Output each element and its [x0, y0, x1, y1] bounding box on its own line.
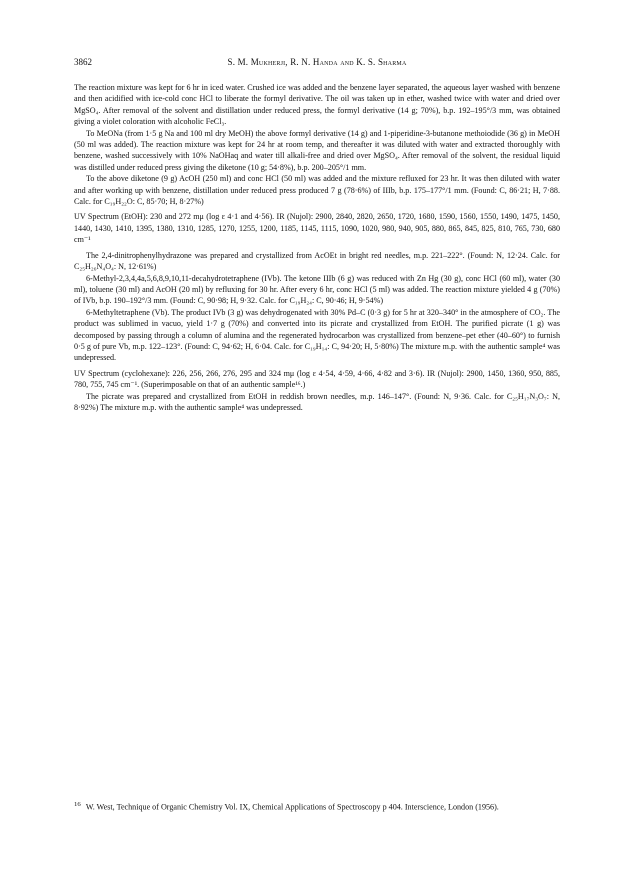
page-header [74, 55, 560, 69]
footnote [74, 799, 560, 813]
page-number: 3862 [74, 57, 92, 67]
running-head-authors: S. M. Mukherji, R. N. Handa and K. S. Sharma [227, 57, 407, 67]
body-text [74, 82, 560, 413]
paragraph-picrate: The picrate was prepared and crystallized from EtOH in reddish brown needles, m.p. 146–147°. (Found: N, 9·36. Calc. for C₂₅H₁₇N₃O₇: N, 8·92%) The mixture m.p. with the authentic sample⁴ was undepressed. [74, 391, 560, 412]
paragraph-uv-ir-iiib: UV Spectrum (EtOH): 230 and 272 mμ (log ε 4·1 and 4·56). IR (Nujol): 2900, 2840, 2820, 2650, 1720, 1680, 1590, 1560, 1550, 1490, 1475, 1450, 1440, 1430, 1410, 1395, 1380, 1310, 1285, 1270, 1255, 1200, 1185, 1145, 1115, 1090, 1020, 980, 940, 905, 880, 865, 845, 825, 810, 765, 730, 680 cm⁻¹ [74, 212, 560, 245]
paragraph-uv-ir-vb: UV Spectrum (cyclohexane): 226, 256, 266, 276, 295 and 324 mμ (log ε 4·54, 4·59, 4·66, 4·82 and 3·6). IR (Nujol): 2900, 1450, 1360, 950, 885, 780, 755, 745 cm⁻¹. (Superimposable on that of an authentic sample¹⁶.) [74, 368, 560, 390]
paragraph-diketone: To MeONa (from 1·5 g Na and 100 ml dry MeOH) the above formyl derivative (14 g) and 1-piperidine-3-butanone methoiodide (36 g) in MeOH (50 ml was added). The reaction mixture was kept for 24 hr at room temp, and thereafter it was diluted with water and extracted thoroughly with benzene, washed successively with 10% NaOHaq and water till alkali-free and dried over MgSO₄. After removal of the solvent, the residual liquid was distilled under reduced press giving the diketone (10 g; 54·8%), b.p. 200–205°/1 mm. [74, 128, 560, 172]
footnote-mark: 16 [74, 801, 81, 808]
paragraph-ketone-iiib: To the above diketone (9 g) AcOH (250 ml) and conc HCl (50 ml) was added and the mixture refluxed for 23 hr. It was then diluted with water and after working up with benzene, distillation under reduced press produced 7 g (78·6%) of IIIb, b.p. 175–177°/1 mm. (Found: C, 86·21; H, 7·88. Calc. for C₁₉H₂₂O: C, 85·70; H, 8·27%) [74, 174, 560, 207]
paragraph-methyltetraphene: 6-Methyltetraphene (Vb). The product IVb (3 g) was dehydrogenated with 30% Pd–C (0·3 g) for 5 hr at 320–340° in the atmosphere of CO₂. The product was sublimed in vacuo, yield 1·7 g (70%) and converted into its picrate and crystallized from EtOH. The purified picrate (1 g) was decomposed by passing through a column of alumina and the regenerated hydrocarbon was crystallized from benzene–pet ether (40–60°) to furnish 0·5 g of pure Vb, m.p. 122–123°. (Found: C, 94·62; H, 6·04. Calc. for C₁₉H₁₄: C, 94·20; H, 5·80%) The mixture m.p. with the authentic sample⁴ was undepressed. [74, 307, 560, 363]
footnote-text: W. West, Technique of Organic Chemistry Vol. IX, Chemical Applications of Spectroscopy p 404. Interscience, London (1956). [85, 802, 499, 812]
paragraph-formyl-derivative: The reaction mixture was kept for 6 hr in iced water. Crushed ice was added and the benzene layer separated, the aqueous layer washed with benzene and then acidified with ice-cold conc HCl to liberate the formyl derivative. The oil was taken up in ether, washed twice with water and dried over MgSO₄. After removal of the solvent and distillation under reduced press, the formyl derivative (14 g; 70%), b.p. 192–195°/3 mm, was obtained giving a violet coloration with alcoholic FeCl₃. [74, 83, 560, 127]
paragraph-dinitrophenylhydrazone: The 2,4-dinitrophenylhydrazone was prepared and crystallized from AcOEt in bright red needles, m.p. 221–222°. (Found: N, 12·24. Calc. for C₂₅H₂₆N₄O₄: N, 12·61%) [74, 250, 560, 272]
paragraph-decahydrotetraphene: 6-Methyl-2,3,4,4a,5,6,8,9,10,11-decahydrotetraphene (IVb). The ketone IIIb (6 g) was reduced with Zn Hg (30 g), conc HCl (60 ml), water (30 ml), toluene (30 ml) and AcOH (20 ml) by refluxing for 30 hr. After every 6 hr, conc HCl (5 ml) was added. The reaction mixture yielded 4 g (70%) of IVb, b.p. 190–192°/3 mm. (Found: C, 90·98; H, 9·32. Calc. for C₁₉H₂₄: C, 90·46; H, 9·54%) [74, 273, 560, 306]
